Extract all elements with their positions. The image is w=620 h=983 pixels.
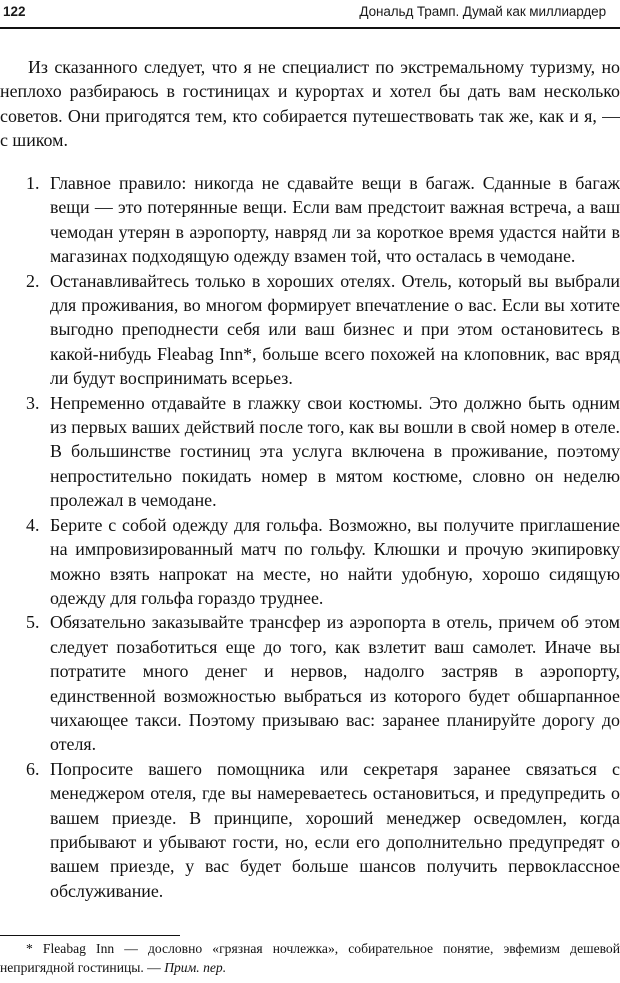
list-item-text: Обязательно заказывайте трансфер из аэропорта в отель, причем об этом следует позаботиться еще до того, как взлетит ваш самолет. Иначе вы потратите много денег и нервов, надолго застряв в аэропорту, единственной возможностью выбраться из которого будет обшарпанное чихающее такси. Поэтому призываю вас: заранее планируйте дорогу до отеля. [50,612,620,755]
intro-paragraph: Из сказанного следует, что я не специалист по экстремальному туризму, но неплохо разбираюсь в гостиницах и курортах и хотел бы дать вам несколько советов. Они пригодятся тем, кто собирается путешествовать так же, как и я, — с шиком. [0,57,620,151]
list-item-text: Попросите вашего помощника или секретаря заранее связаться с менеджером отеля, где вы намереваетесь остановиться, и предупредить о вашем приезде. В принципе, хороший менеджер осведомлен, когда прибывают и убывают гости, но, если его дополнительно предупредят о вашем приезде, у вас будет больше шансов получить первоклассное обслуживание. [50,758,620,901]
list-item-number: 3. [26,392,40,413]
list-item [0,171,620,269]
list-item-text: Останавливайтесь только в хороших отелях. Отель, который вы выбрали для проживания, во многом формирует впечатление о вас. Если вы хотите выгодно преподнести себя или ваш бизнес и при этом остановитесь в какой-нибудь Fleabag Inn*, больше всего похожей на клоповник, вас вряд ли будут воспринимать всерьез. [50,270,620,389]
list-item [0,757,620,903]
list-item-number: 2. [26,270,40,291]
translator-note: Прим. пер. [164,960,227,975]
list-item-number: 1. [26,173,40,193]
running-header [0,0,620,28]
list-item-text: Главное правило: никогда не сдавайте вещи в багаж. Сданные в багаж вещи — это потерянные вещи. Если вам предстоит важная встреча, а ваш чемодан утерян в аэропорту, навряд ли за короткое время удастся найти в магазинах подходящую одежду взамен той, что осталась в чемодане. [50,173,620,267]
footnote-rule [0,935,180,936]
list-item [0,513,620,611]
list-item-number: 4. [26,514,40,535]
list-item [0,391,620,513]
list-item [0,269,620,391]
running-title: Дональд Трамп. Думай как миллиардер [359,4,606,19]
list-item-number: 5. [26,612,40,633]
page-number: 122 [3,4,26,19]
header-rule [0,27,620,29]
footnote-text: * Fleabag Inn — дословно «грязная ночлежка», собирательное понятие, эвфемизм дешевой непригядной гостиницы. — [0,941,620,975]
list-item-number: 6. [26,758,40,779]
list-item-text: Непременно отдавайте в глажку свои костюмы. Это должно быть одним из первых ваших действий после того, как вы вошли в свой номер в отеле. В большинстве гостиниц эта услуга включена в проживание, поэтому непростительно покидать номер в мятом костюме, словно он неделю пролежал в чемодане. [50,392,620,511]
tips-list [0,171,620,903]
list-item-text: Берите с собой одежду для гольфа. Возможно, вы получите приглашение на импровизированный матч по гольфу. Клюшки и прочую экипировку можно взять напрокат на месте, но найти удобную, хорошо сидящую одежду для гольфа гораздо труднее. [50,514,620,608]
footnote [0,939,620,977]
list-item [0,610,620,756]
